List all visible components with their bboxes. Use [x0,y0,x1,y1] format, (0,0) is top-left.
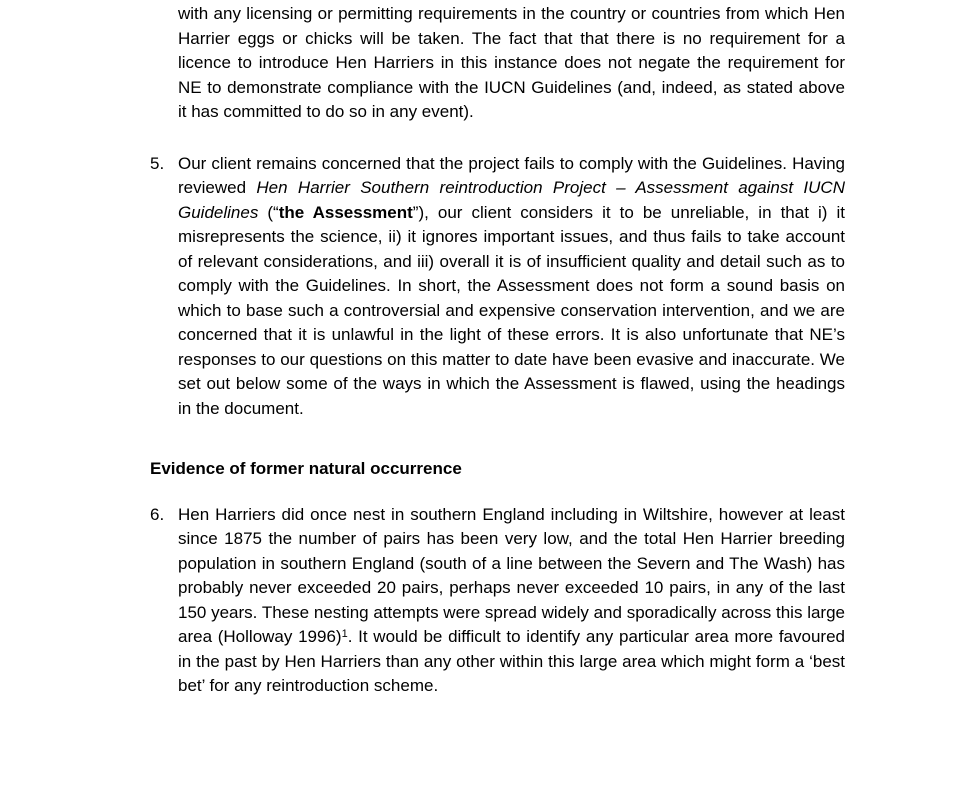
text-run: Hen Harriers did once nest in southern England including in Wiltshire, however at least since 1875 the number of pairs has been very low, and the total Hen Harrier breeding population in southern England (south of a line between the Severn and The Wash) has probably never exceeded 20 pairs, perhaps never exceeded 10 pairs, in any of the last 150 years. These nesting attempts were spread widely and sporadically across this large area (Holloway 1996) [178,504,845,646]
list-number-6: 6. [150,504,165,524]
paragraph-5 [150,152,845,422]
text-run: with any licensing or permitting requirements in the country or countries from which Hen Harrier eggs or chicks will be taken. The fact that that there is no requirement for a licence to introduce Hen Harriers in this instance does not negate the requirement for NE to demonstrate compliance with the IUCN Guidelines (and, indeed, as stated above it has committed to do so in any event). [178,4,845,121]
text-run: . It would be difficult to identify any particular area more favoured in the past by Hen Harriers than any other within this large area which might form a ‘best bet’ for any reintroduction scheme. [178,627,845,695]
text-run: ”), our client considers it to be unreliable, in that i) it misrepresents the science, ii) it ignores important issues, and thus fails to take account of relevant considerations, and iii) overall it is of insufficient quality and detail such as to comply with the Guidelines. In short, the Assessment does not form a sound basis on which to base such a controversial and expensive conservation intervention, and we are concerned that it is unlawful in the light of these errors. It is also unfortunate that NE’s responses to our questions on this matter to date have been evasive and inaccurate. We set out below some of the ways in which the Assessment is flawed, using the headings in the document. [178,202,845,418]
paragraph-6-text [178,503,845,699]
section-heading-evidence: Evidence of former natural occurrence [150,459,462,478]
document-page [150,0,845,699]
text-run-italic: Hen Harrier Southern reintroduction Project – Assessment against IUCN Guidelines [178,178,845,222]
text-run: Our client remains concerned that the project fails to comply with the Guidelines. Having reviewed [178,153,845,197]
paragraph-4-continuation [178,2,845,125]
text-run: (“ [258,202,279,222]
paragraph-6 [150,503,845,699]
paragraph-5-text [178,152,845,422]
text-run-sup: 1 [341,627,348,640]
text-run-bold: the Assessment [278,202,413,222]
list-number-5: 5. [150,153,165,173]
